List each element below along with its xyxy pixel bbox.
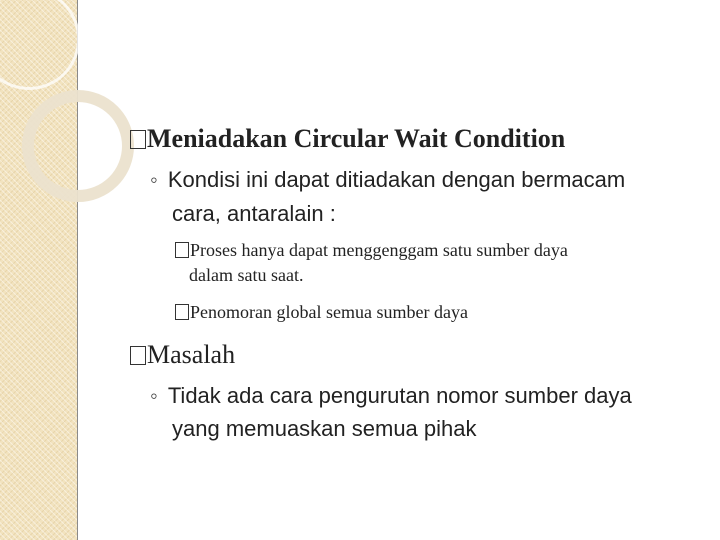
heading-circular-wait: Meniadakan Circular Wait Condition bbox=[130, 124, 565, 154]
sub-bullet-line: ◦ Kondisi ini dapat ditiadakan dengan bermacam bbox=[150, 167, 626, 192]
sub-bullet-continuation: yang memuaskan semua pihak bbox=[172, 416, 477, 441]
circle-bullet-icon: ◦ bbox=[150, 167, 158, 192]
missing-glyph-bullet-icon bbox=[175, 304, 189, 320]
circle-bullet-icon: ◦ bbox=[150, 383, 158, 408]
point-line: Penomoran global semua sumber daya bbox=[175, 302, 468, 323]
sub-bullet-continuation: cara, antaralain : bbox=[172, 201, 336, 226]
missing-glyph-bullet-icon bbox=[130, 130, 146, 149]
point-line: Proses hanya dapat menggenggam satu sumber daya bbox=[175, 240, 568, 261]
point-continuation: dalam satu saat. bbox=[189, 265, 304, 285]
decorative-sidebar bbox=[0, 0, 78, 540]
missing-glyph-bullet-icon bbox=[130, 346, 146, 365]
sub-bullet-line: ◦ Tidak ada cara pengurutan nomor sumber daya bbox=[150, 383, 632, 408]
heading-masalah: Masalah bbox=[130, 340, 235, 370]
decorative-ring bbox=[0, 0, 80, 90]
missing-glyph-bullet-icon bbox=[175, 242, 189, 258]
decorative-ring bbox=[22, 90, 134, 202]
